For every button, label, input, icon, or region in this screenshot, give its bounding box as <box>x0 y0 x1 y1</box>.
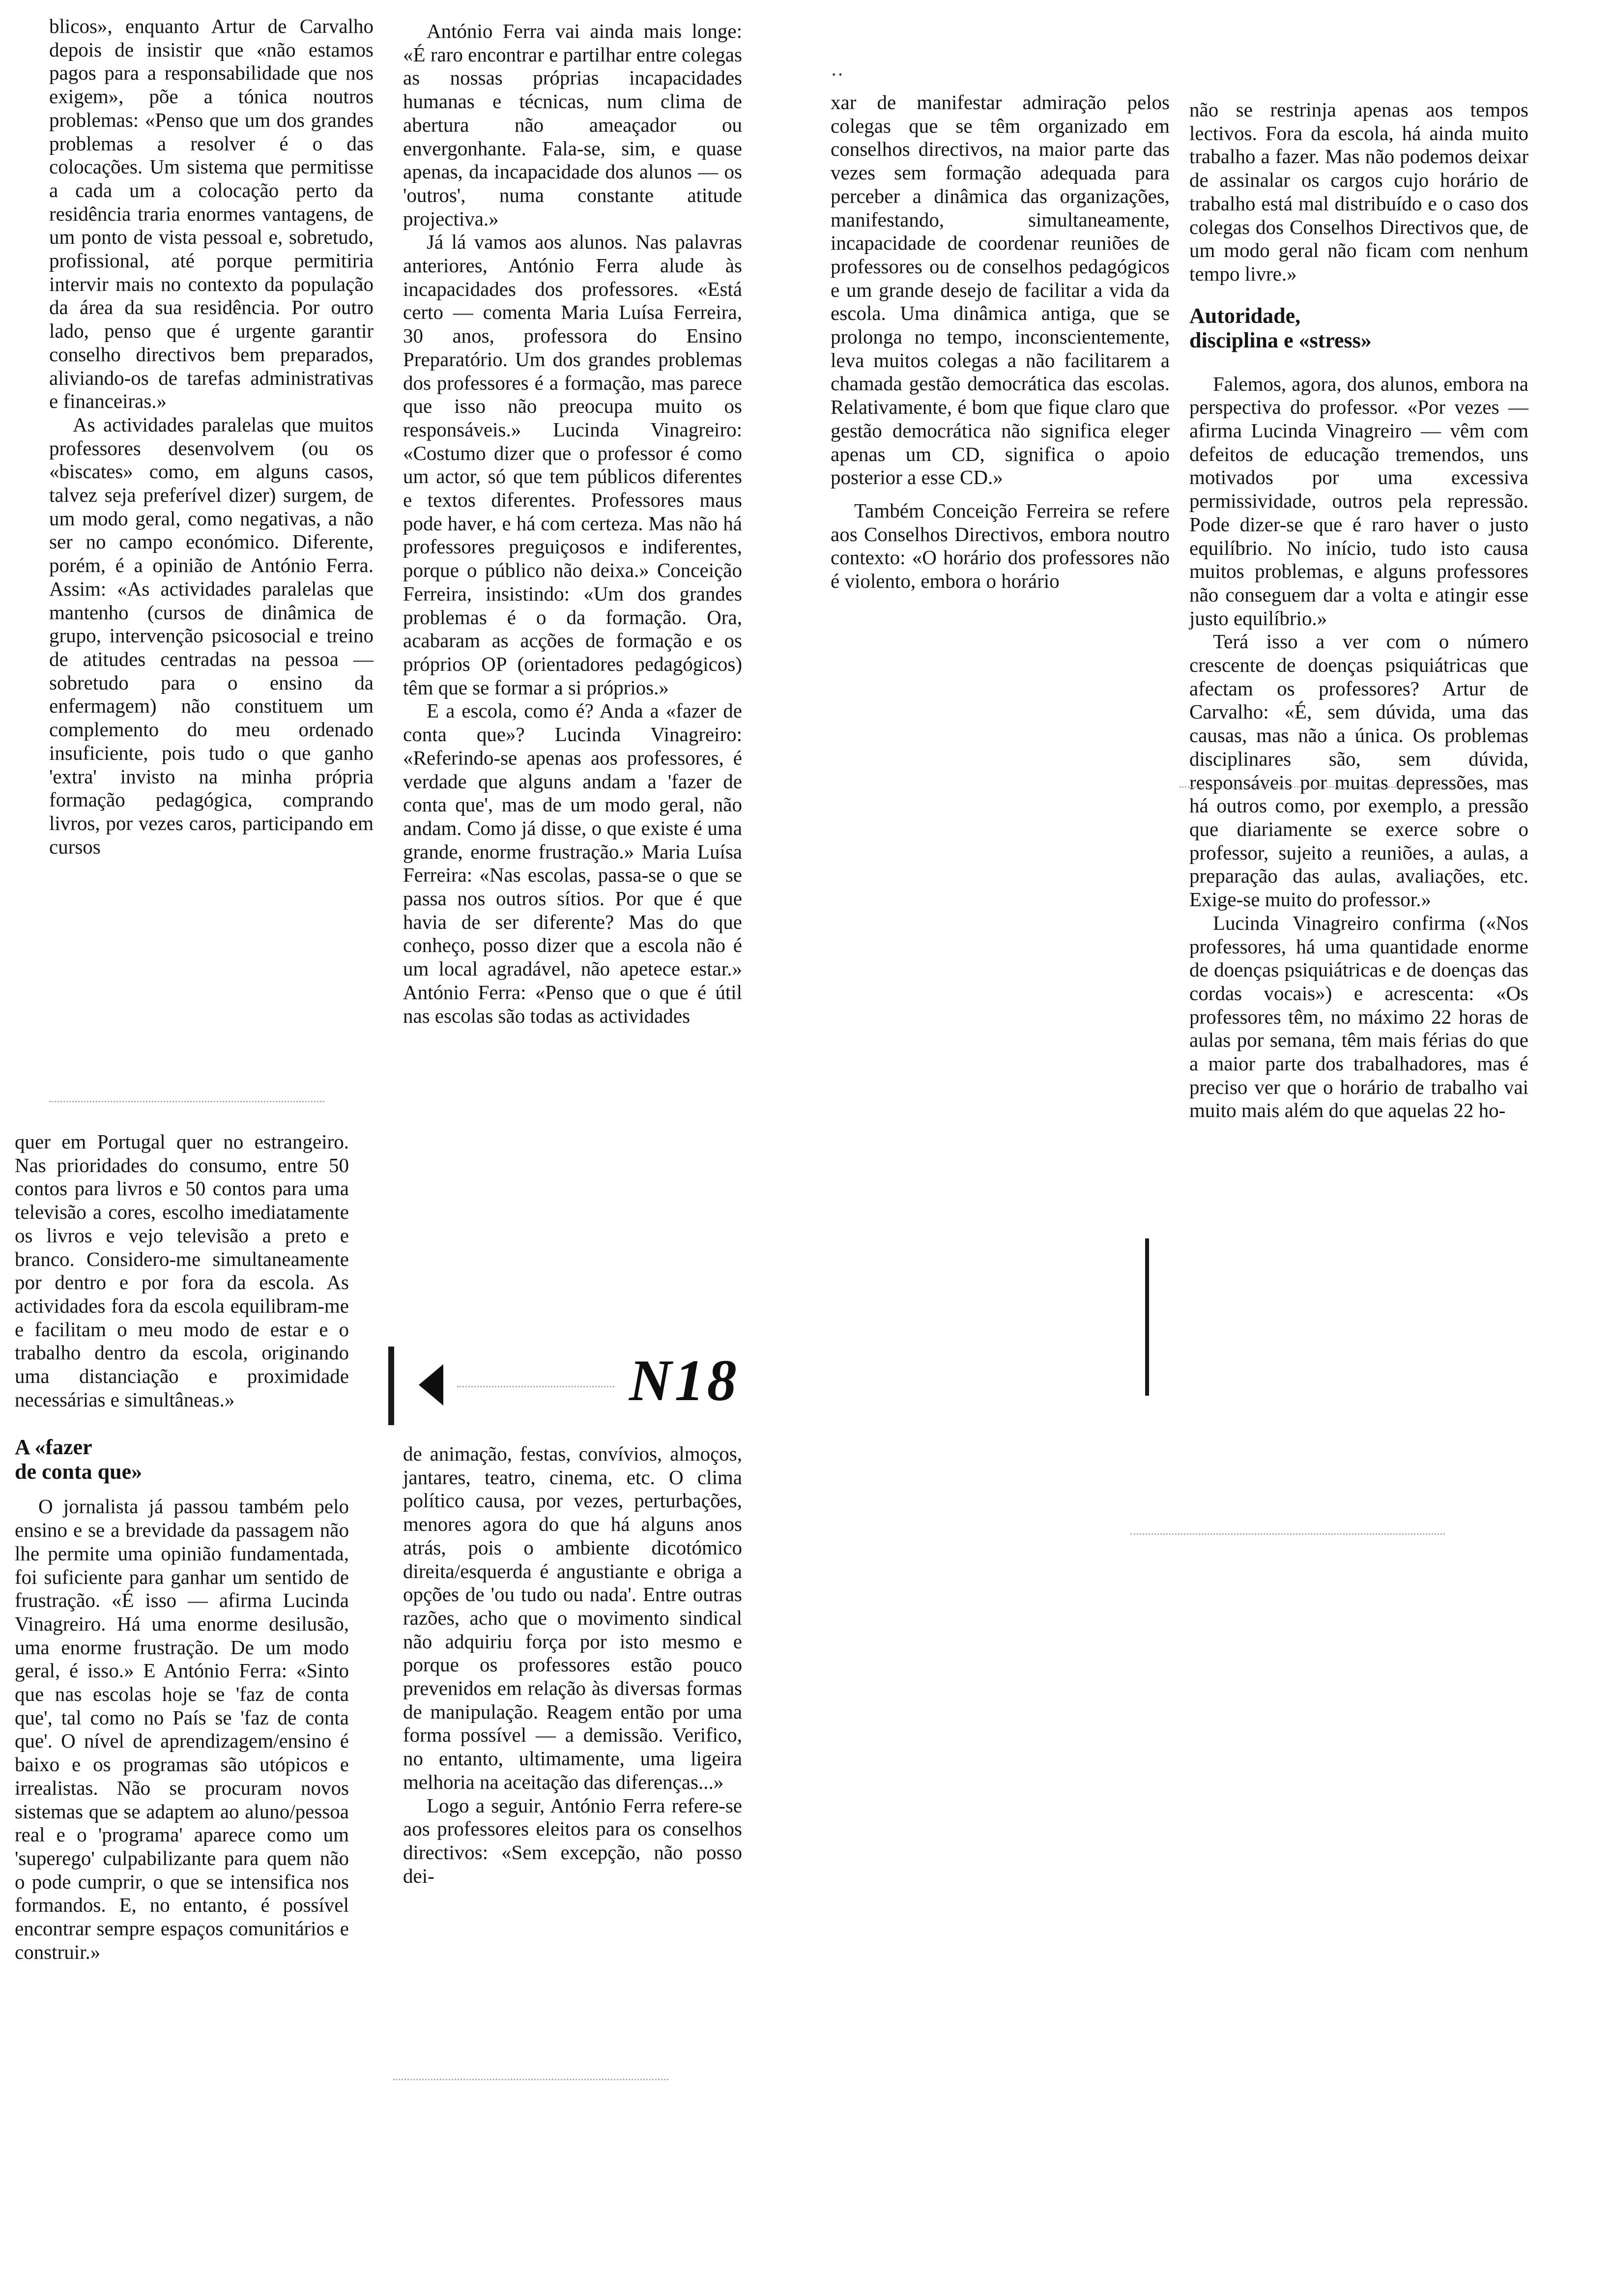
page-number-stamp: N18 <box>629 1348 740 1413</box>
column-3 <box>831 91 1170 593</box>
column-2-continued <box>403 1442 742 1888</box>
section-heading-autoridade: Autoridade, disciplina e «stress» <box>1189 303 1372 352</box>
column-4-paragraph-3: Terá isso a ver com o número crescente de doenças psiquiátricas que afectam os professores? Artur de Carvalho: «É, sem dúvida, uma das causas, mas não a única. Os problemas disciplinares são, sem dúvida, responsáveis por muitas depressões, mas há outros como, por exemplo, a pressão que diariamente se exerce sobre o professor, sujeito a reuniões, a aulas, a preparação das aulas, avaliações, etc. Exige-se muito do professor.» <box>1189 630 1528 911</box>
arrow-left-icon <box>419 1364 443 1406</box>
column-2 <box>403 20 742 1028</box>
column-3-paragraph-1: xar de manifestar admiração pelos colegas que se têm organizado em conselhos directivos, na maior parte das vezes sem formação adequada para perceber a dinâmica das organizações, manifestando, simultaneamente, incapacidade de coordenar reuniões de professores ou de conselhos pedagógicos e um grande desejo de facilitar a vida da escola. Uma dinâmica antiga, que se prolonga no tempo, inconscientemente, leva muitos colegas a não facilitarem a chamada gestão democrática das escolas. Relativamente, é bom que fique claro que gestão democrática não significa eleger apenas um CD, significa o apoio posterior a esse CD.» <box>831 91 1170 489</box>
column-1-paragraph-4: O jornalista já passou também pelo ensino e se a brevidade da passagem não lhe permite uma opinião fundamentada, foi suficiente para ganhar um sentido de frustração. «É isso — afirma Lucinda Vinagreiro. Há uma enorme desilusão, uma enorme frustração. De um modo geral, é isso.» E António Ferra: «Sinto que nas escolas hoje se 'faz de conta que', tal como no País se 'faz de conta que'. O nível de aprendizagem/ensino é baixo e os programas são utópicos e irrealistas. Não se procuram novos sistemas que se adaptem ao aluno/pessoa real e o 'programa' aparece como um 'superego' culpabilizante para quem não o pode cumprir, o que se intensifica nos formandos. E, no entanto, é possível encontrar sempre espaços comunitários e construir.» <box>15 1495 349 1963</box>
column-1-continued <box>15 1130 349 1964</box>
section-heading-fazer-de-conta: A «fazer de conta que» <box>15 1435 143 1484</box>
column-2-paragraph-5: Logo a seguir, António Ferra refere-se aos professores eleitos para os conselhos directivos: «Sem excepção, não posso dei- <box>403 1794 742 1887</box>
scan-artifact <box>49 1101 324 1102</box>
scan-artifact <box>1180 786 1484 788</box>
column-4 <box>1189 98 1528 1122</box>
scan-artifact <box>1145 1238 1149 1396</box>
column-1 <box>49 15 374 859</box>
column-4-paragraph-2: Falemos, agora, dos alunos, embora na perspectiva do professor. «Por vezes — afirma Lucinda Vinagreiro — vêm com defeitos de educação tremendos, uns motivados por uma excessiva permissividade, outros pela repressão. Pode dizer-se que é raro haver o justo equilíbrio. No início, tudo isto causa muitos problemas, e alguns professores não conseguem dar a volta e atingir esse justo equilíbrio.» <box>1189 372 1528 630</box>
scan-artifact <box>393 2079 668 2080</box>
column-3-paragraph-2: Também Conceição Ferreira se refere aos Conselhos Directivos, embora noutro contexto: «O horário dos professores não é violento, embora o horário <box>831 499 1170 593</box>
column-1-paragraph-2: As actividades paralelas que muitos professores desenvolvem (ou os «biscates» como, em alguns casos, talvez seja preferível dizer) surgem, de um modo geral, como negativas, a não ser no campo económico. Diferente, porém, é a opinião de António Ferra. Assim: «As actividades paralelas que mantenho (cursos de dinâmica de grupo, intervenção psicosocial e treino de atitudes centradas na pessoa — sobretudo para o ensino da enfermagem) não constituem um complemento do meu ordenado insuficiente, pois tudo o que ganho 'extra' invisto na minha própria formação pedagógica, comprando livros, por vezes caros, participando em cursos <box>49 413 374 858</box>
scan-artifact <box>1130 1533 1445 1535</box>
column-2-paragraph-3: E a escola, como é? Anda a «fazer de conta que»? Lucinda Vinagreiro: «Referindo-se apenas aos professores, é verdade que alguns andam a 'fazer de conta que', mas de um modo geral, não andam. Como já disse, o que existe é uma grande, enorme frustração.» Maria Luísa Ferreira: «Nas escolas, passa-se o que se passa nos outros sítios. Por que é que havia de ser diferente? Mas do que conheço, posso dizer que a escola não é um local agradável, não apetece estar.» António Ferra: «Penso que o que é útil nas escolas são todas as actividades <box>403 699 742 1027</box>
column-1-paragraph-3: quer em Portugal quer no estrangeiro. Nas prioridades do consumo, entre 50 contos para livros e 50 contos para uma televisão a cores, escolho imediatamente os livros e vejo televisão a preto e branco. Considero-me simultaneamente por dentro e por fora da escola. As actividades fora da escola equilibram-me e facilitam o meu modo de estar e o trabalho dentro da escola, originando uma distanciação e proximidade necessárias e simultâneas.» <box>15 1130 349 1411</box>
scan-artifact: ·· <box>831 63 844 86</box>
column-4-paragraph-4: Lucinda Vinagreiro confirma («Nos professores, há uma quantidade enorme de doenças psiquiátricas e de doenças das cordas vocais») e acrescenta: «Os professores têm, no máximo 22 horas de aulas por semana, têm mais férias do que a maior parte dos trabalhadores, mas é preciso ver que o horário de trabalho vai muito mais além do que aquelas 22 ho- <box>1189 911 1528 1122</box>
column-2-paragraph-4: de animação, festas, convívios, almoços, jantares, teatro, cinema, etc. O clima político causa, por vezes, perturbações, menores agora do que há alguns anos atrás, pois o ambiente dicotómico direita/esquerda é angustiante e obriga a opções de 'ou tudo ou nada'. Entre outras razões, acho que o movimento sindical não adquiriu força por isto mesmo e porque os professores estão pouco prevenidos em relação às diversas formas de manipulação. Reagem então por uma forma possível — a demissão. Verifico, no entanto, ultimamente, uma ligeira melhoria na aceitação das diferenças...» <box>403 1442 742 1793</box>
column-2-paragraph-1: António Ferra vai ainda mais longe: «É raro encontrar e partilhar entre colegas as nossas próprias incapacidades humanas e técnicas, num clima de abertura não ameaçador ou envergonhante. Fala-se, sim, e quase apenas, da incapacidade dos alunos — os 'outros', numa constante atitude projectiva.» <box>403 20 742 230</box>
scan-artifact <box>457 1386 614 1387</box>
scan-artifact <box>388 1347 394 1425</box>
column-1-paragraph-1: blicos», enquanto Artur de Carvalho depois de insistir que «não estamos pagos para a responsabilidade que nos exigem», põe a tónica noutros problemas: «Penso que um dos grandes problemas a resolver é o das colocações. Um sistema que permitisse a cada um a colocação perto da residência traria enormes vantagens, de um ponto de vista pessoal e, sobretudo, profissional, até porque permitiria intervir mais no contexto da população da área da sua residência. Por outro lado, penso que é urgente garantir conselho directivos bem preparados, aliviando-os de tarefas administrativas e financeiras.» <box>49 15 374 413</box>
column-2-paragraph-2: Já lá vamos aos alunos. Nas palavras anteriores, António Ferra alude às incapacidades dos professores. «Está certo — comenta Maria Luísa Ferreira, 30 anos, professora do Ensino Preparatório. Um dos grandes problemas dos professores é a formação, mas parece que isso não preocupa muito os responsáveis.» Lucinda Vinagreiro: «Costumo dizer que o professor é como um actor, só que tem públicos diferentes e textos diferentes. Professores maus pode haver, e há com certeza. Mas não há professores preguiçosos e indiferentes, porque o público não deixa.» Conceição Ferreira, insistindo: «Um dos grandes problemas é o da formação. Ora, acabaram as acções de formação e os próprios OP (orientadores pedagógicos) têm que se formar a si próprios.» <box>403 230 742 699</box>
column-4-paragraph-1: não se restrinja apenas aos tempos lectivos. Fora da escola, há ainda muito trabalho a fazer. Mas não podemos deixar de assinalar os cargos cujo horário de trabalho está mal distribuído e o caso dos colegas dos Conselhos Directivos que, de um modo geral não ficam com nenhum tempo livre.» <box>1189 98 1528 285</box>
